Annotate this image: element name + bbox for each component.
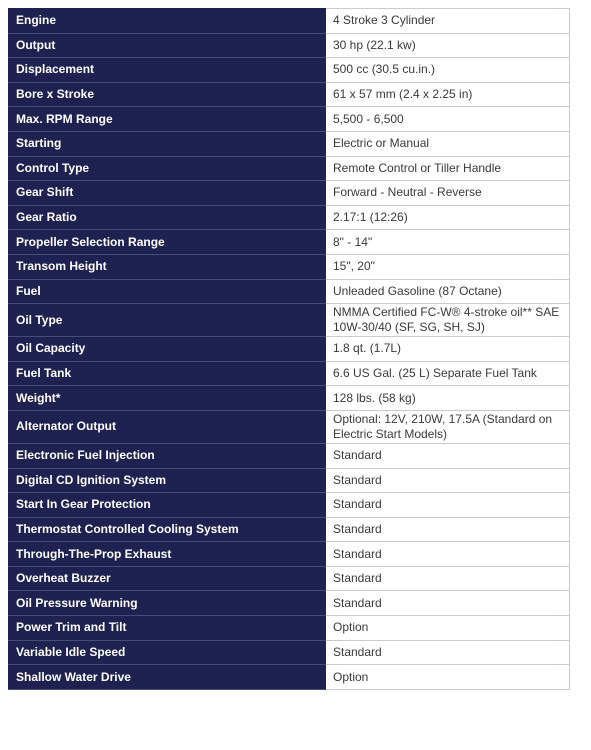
spec-value: 128 lbs. (58 kg)	[326, 386, 570, 411]
spec-value: 61 x 57 mm (2.4 x 2.25 in)	[326, 82, 570, 107]
spec-value: Standard	[326, 443, 570, 468]
spec-value-line: Optional: 12V, 210W, 17.5A (Standard on	[333, 411, 553, 426]
spec-label: Max. RPM Range	[9, 107, 326, 132]
spec-label: Oil Capacity	[9, 337, 326, 362]
spec-label: Displacement	[9, 58, 326, 83]
spec-value: 4 Stroke 3 Cylinder	[326, 9, 570, 34]
table-row	[9, 131, 570, 156]
spec-value: Standard	[326, 566, 570, 591]
spec-label: Variable Idle Speed	[9, 640, 326, 665]
spec-label: Shallow Water Drive	[9, 665, 326, 690]
table-row	[9, 205, 570, 230]
spec-value: 6.6 US Gal. (25 L) Separate Fuel Tank	[326, 361, 570, 386]
spec-value: Standard	[326, 493, 570, 518]
table-row	[9, 665, 570, 690]
table-row	[9, 443, 570, 468]
spec-label: Weight*	[9, 386, 326, 411]
table-row	[9, 566, 570, 591]
spec-value: Standard	[326, 468, 570, 493]
table-row	[9, 517, 570, 542]
table-row	[9, 254, 570, 279]
spec-value	[326, 304, 570, 337]
spec-label: Propeller Selection Range	[9, 230, 326, 255]
spec-label: Engine	[9, 9, 326, 34]
spec-value: Forward - Neutral - Reverse	[326, 181, 570, 206]
spec-value: Standard	[326, 591, 570, 616]
spec-label: Start In Gear Protection	[9, 493, 326, 518]
spec-label: Output	[9, 33, 326, 58]
spec-label: Bore x Stroke	[9, 82, 326, 107]
spec-value: Standard	[326, 517, 570, 542]
spec-label: Through-The-Prop Exhaust	[9, 542, 326, 567]
spec-value: Remote Control or Tiller Handle	[326, 156, 570, 181]
spec-value: Option	[326, 665, 570, 690]
table-row	[9, 9, 570, 34]
spec-value-line: NMMA Certified FC-W® 4-stroke oil** SAE	[333, 305, 560, 320]
spec-value: Electric or Manual	[326, 131, 570, 156]
spec-label: Electronic Fuel Injection	[9, 443, 326, 468]
table-row	[9, 304, 570, 337]
spec-label: Gear Ratio	[9, 205, 326, 230]
spec-label: Transom Height	[9, 254, 326, 279]
spec-value-line: Electric Start Models)	[333, 426, 448, 441]
spec-value-line: 10W-30/40 (SF, SG, SH, SJ)	[333, 320, 485, 335]
spec-value: 500 cc (30.5 cu.in.)	[326, 58, 570, 83]
table-row	[9, 591, 570, 616]
spec-value: 30 hp (22.1 kw)	[326, 33, 570, 58]
spec-label: Fuel Tank	[9, 361, 326, 386]
spec-label: Alternator Output	[9, 410, 326, 443]
spec-label: Fuel	[9, 279, 326, 304]
table-row	[9, 156, 570, 181]
table-row	[9, 33, 570, 58]
table-row	[9, 107, 570, 132]
table-row	[9, 181, 570, 206]
table-row	[9, 640, 570, 665]
table-row	[9, 82, 570, 107]
spec-label: Oil Pressure Warning	[9, 591, 326, 616]
spec-value: Unleaded Gasoline (87 Octane)	[326, 279, 570, 304]
spec-label: Overheat Buzzer	[9, 566, 326, 591]
table-row	[9, 386, 570, 411]
spec-value: 15", 20"	[326, 254, 570, 279]
spec-label: Control Type	[9, 156, 326, 181]
table-row	[9, 542, 570, 567]
specifications-table	[8, 8, 570, 690]
table-row	[9, 410, 570, 443]
table-row	[9, 361, 570, 386]
spec-value: Standard	[326, 640, 570, 665]
table-row	[9, 337, 570, 362]
spec-label: Oil Type	[9, 304, 326, 337]
table-row	[9, 58, 570, 83]
spec-label: Thermostat Controlled Cooling System	[9, 517, 326, 542]
spec-label: Digital CD Ignition System	[9, 468, 326, 493]
spec-value: 2.17:1 (12:26)	[326, 205, 570, 230]
spec-value: Standard	[326, 542, 570, 567]
table-row	[9, 279, 570, 304]
spec-label: Starting	[9, 131, 326, 156]
spec-label: Gear Shift	[9, 181, 326, 206]
spec-value: 1.8 qt. (1.7L)	[326, 337, 570, 362]
spec-value: Option	[326, 616, 570, 641]
table-row	[9, 493, 570, 518]
spec-label: Power Trim and Tilt	[9, 616, 326, 641]
table-row	[9, 230, 570, 255]
table-row	[9, 616, 570, 641]
spec-value: 8" - 14"	[326, 230, 570, 255]
spec-value	[326, 410, 570, 443]
table-row	[9, 468, 570, 493]
spec-value: 5,500 - 6,500	[326, 107, 570, 132]
